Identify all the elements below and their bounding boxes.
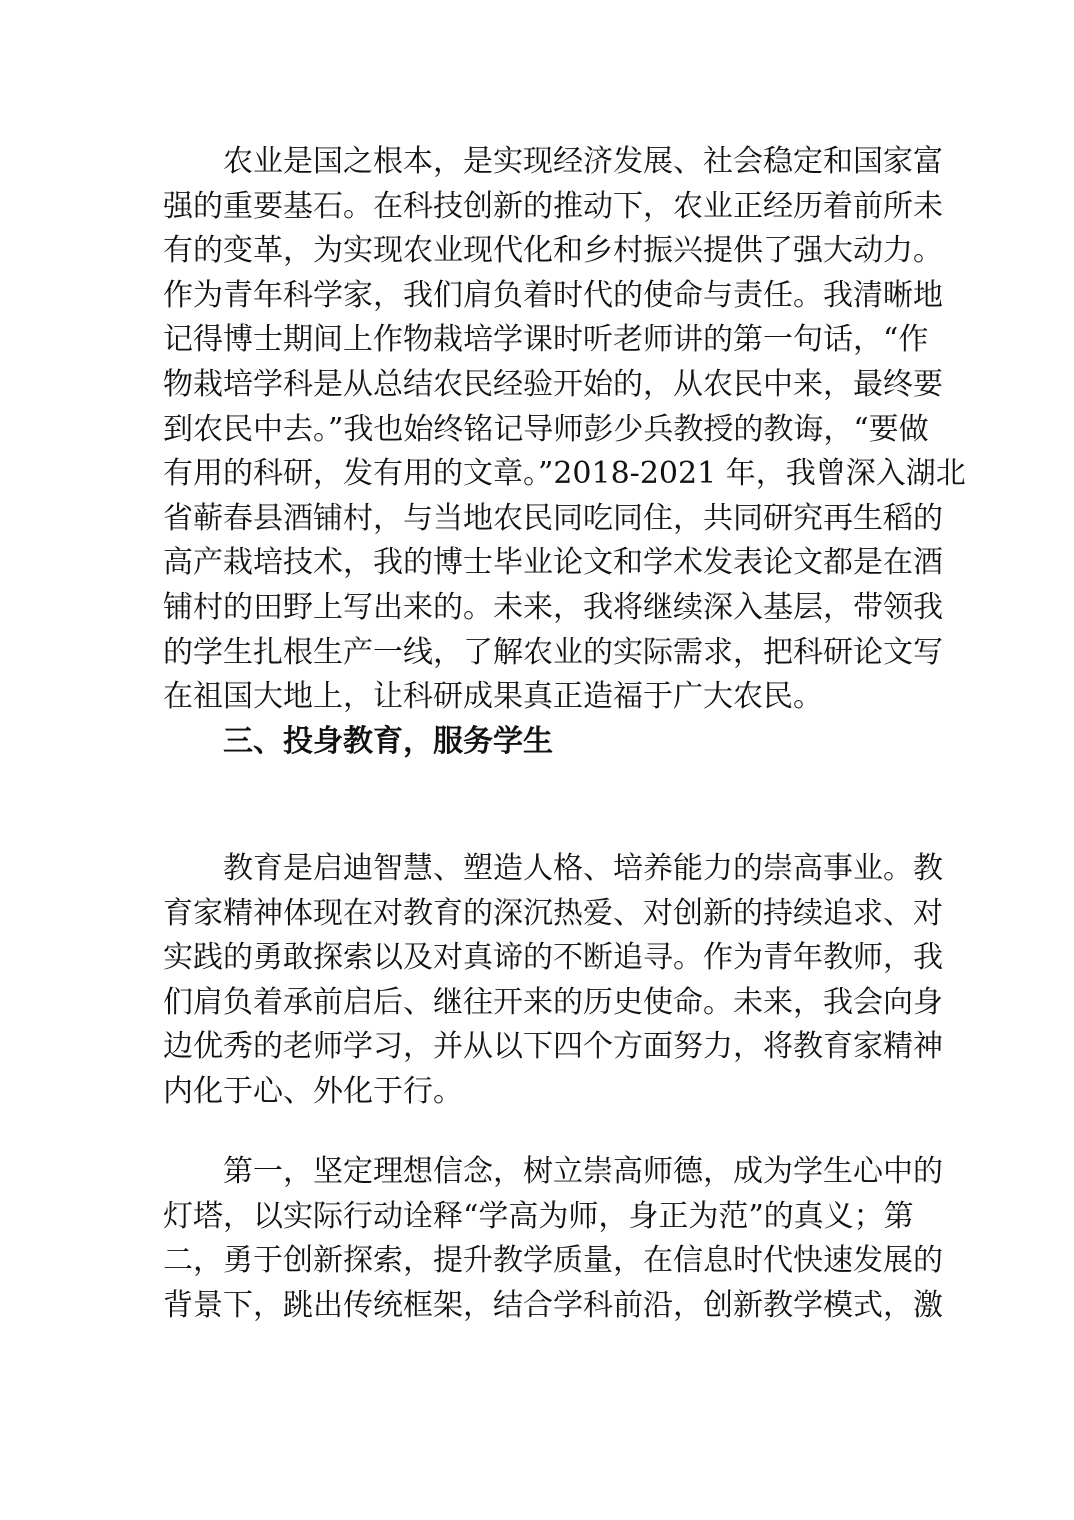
text-line: 背景下，跳出传统框架，结合学科前沿，创新教学模式，激 bbox=[163, 1287, 943, 1323]
text-line: 到农民中去。”我也始终铭记导师彭少兵教授的教诲，“要做 bbox=[163, 411, 929, 447]
text-line: 有的变革，为实现农业现代化和乡村振兴提供了强大动力。 bbox=[163, 233, 943, 269]
paragraph-four-aspects bbox=[163, 1150, 943, 1328]
text-line: 铺村的田野上写出来的。未来，我将继续深入基层，带领我 bbox=[163, 589, 943, 625]
paragraph-education bbox=[163, 847, 943, 1115]
text-line: 灯塔，以实际行动诠释“学高为师，身正为范”的真义；第 bbox=[163, 1198, 914, 1234]
text-line: 高产栽培技术，我的博士毕业论文和学术发表论文都是在酒 bbox=[163, 545, 943, 581]
text-line: 省蕲春县酒铺村，与当地农民同吃同住，共同研究再生稻的 bbox=[163, 500, 943, 536]
text-line: 物栽培学科是从总结农民经验开始的，从农民中来，最终要 bbox=[163, 366, 943, 402]
text-line: 农业是国之根本，是实现经济发展、社会稳定和国家富 bbox=[223, 144, 943, 179]
text-line: 在祖国大地上，让科研成果真正造福于广大农民。 bbox=[163, 679, 823, 715]
section-heading-block bbox=[163, 720, 913, 765]
text-line: 内化于心、外化于行。 bbox=[163, 1073, 463, 1109]
text-line: 实践的勇敢探索以及对真谛的不断追寻。作为青年教师，我 bbox=[163, 940, 943, 976]
text-line: 的学生扎根生产一线，了解农业的实际需求，把科研论文写 bbox=[163, 634, 943, 670]
text-line: 们肩负着承前启后、继往开来的历史使命。未来，我会向身 bbox=[163, 984, 943, 1020]
paragraph-agriculture bbox=[163, 140, 966, 720]
text-line: 记得博士期间上作物栽培学课时听老师讲的第一句话，“作 bbox=[163, 322, 929, 358]
text-line: 育家精神体现在对教育的深沉热爱、对创新的持续追求、对 bbox=[163, 895, 943, 931]
text-line: 第一，坚定理想信念，树立崇高师德，成为学生心中的 bbox=[223, 1154, 943, 1189]
text-line: 有用的科研，发有用的文章。”2018-2021 年，我曾深入湖北 bbox=[163, 456, 966, 492]
text-line: 边优秀的老师学习，并从以下四个方面努力，将教育家精神 bbox=[163, 1029, 943, 1065]
text-line: 作为青年科学家，我们肩负着时代的使命与责任。我清晰地 bbox=[163, 277, 943, 313]
text-line: 强的重要基石。在科技创新的推动下，农业正经历着前所未 bbox=[163, 188, 943, 224]
text-line: 教育是启迪智慧、塑造人格、培养能力的崇高事业。教 bbox=[223, 851, 943, 886]
text-line: 二，勇于创新探索，提升教学质量，在信息时代快速发展的 bbox=[163, 1243, 943, 1279]
section-heading: 三、投身教育，服务学生 bbox=[223, 724, 553, 759]
